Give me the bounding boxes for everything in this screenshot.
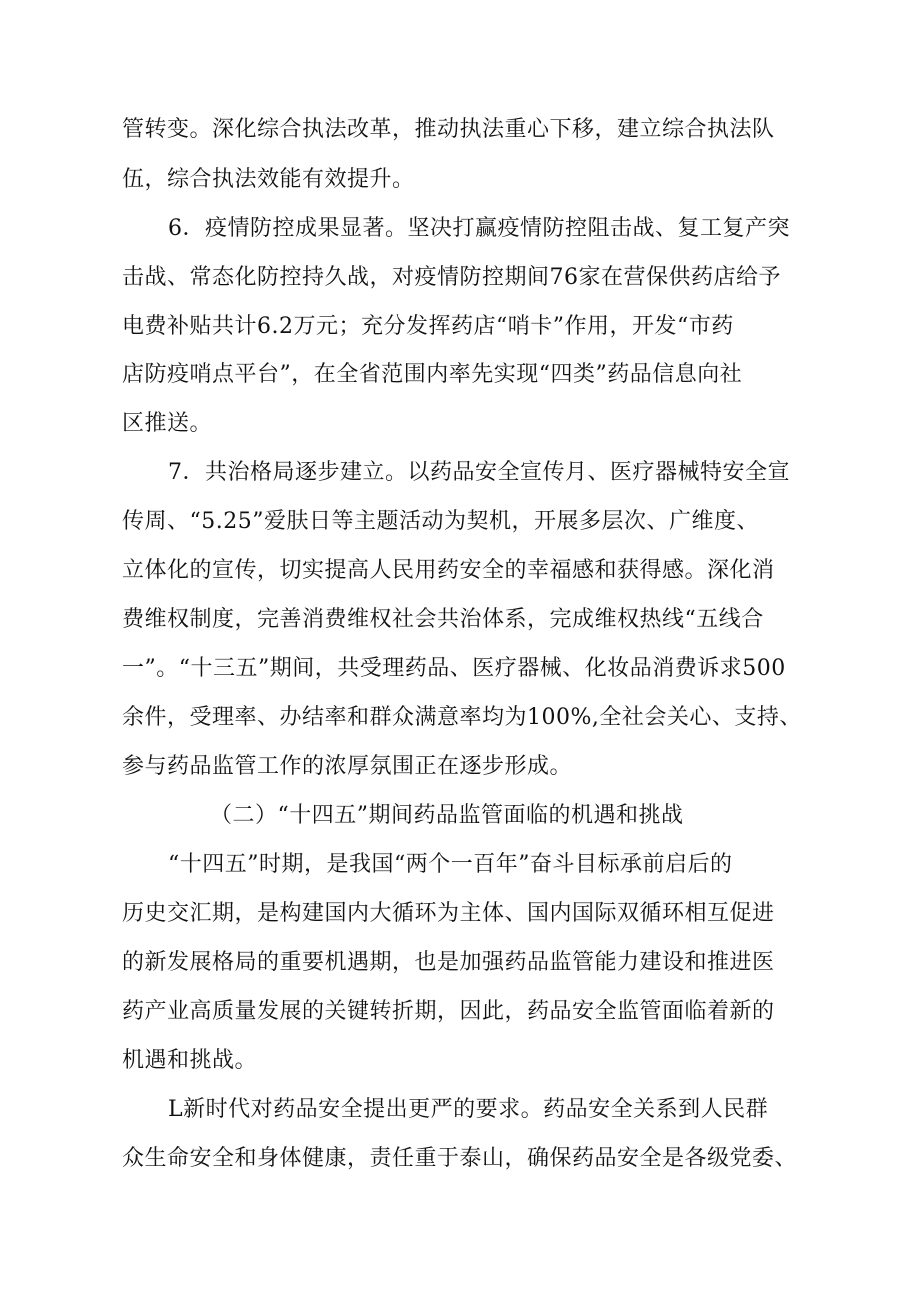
- text-line: 历史交汇期，是构建国内大循环为主体、国内国际双循环相互促进: [122, 901, 775, 926]
- text-line: 电费补贴共计6.2万元；充分发挥药店“哨卡”作用，开发“市药: [122, 314, 734, 339]
- text-line: 7．共治格局逐步建立。以药品安全宣传月、医疗器械特安全宣: [168, 460, 790, 485]
- text-line: 费维权制度，完善消费维权社会共治体系，完成维权热线“五线合: [122, 607, 764, 632]
- text-line: L新时代对药品安全提出更严的要求。药品安全关系到人民群: [168, 1097, 769, 1122]
- text-line: 参与药品监管工作的浓厚氛围正在逐步形成。: [122, 754, 573, 779]
- section-heading: （二）“十四五”期间药品监管面临的机遇和挑战: [210, 803, 684, 828]
- text-line: 立体化的宣传，切实提高人民用药安全的幸福感和获得感。深化消: [122, 558, 775, 583]
- text-line: 药产业高质量发展的关键转折期，因此，药品安全监管面临着新的: [122, 999, 775, 1024]
- text-line: 6．疫情防控成果显著。坚决打赢疫情防控阻击战、复工复产突: [168, 216, 790, 241]
- text-line: 一”。“十三五”期间，共受理药品、医疗器械、化妆品消费诉求500: [122, 656, 786, 681]
- text-line: 区推送。: [122, 411, 213, 436]
- text-line: 余件，受理率、办结率和群众满意率均为100%,全社会关心、支持、: [122, 705, 802, 730]
- text-line: 击战、常态化防控持久战，对疫情防控期间76家在营保供药店给予: [122, 265, 781, 290]
- text-line: “十四五”时期，是我国“两个一百年”奋斗目标承前启后的: [168, 852, 733, 877]
- text-line: 伍，综合执法效能有效提升。: [122, 167, 415, 192]
- text-line: 管转变。深化综合执法改革，推动执法重心下移，建立综合执法队: [122, 117, 775, 142]
- text-line: 众生命安全和身体健康，责任重于泰山，确保药品安全是各级党委、: [122, 1146, 798, 1171]
- text-line: 机遇和挑战。: [122, 1048, 258, 1073]
- text-line: 传周、“5.25”爱肤日等主题活动为契机，开展多层次、广维度、: [122, 509, 759, 534]
- text-line: 的新发展格局的重要机遇期，也是加强药品监管能力建设和推进医: [122, 950, 775, 975]
- text-line: 店防疫哨点平台”，在全省范围内率先实现“四类”药品信息向社: [122, 362, 743, 387]
